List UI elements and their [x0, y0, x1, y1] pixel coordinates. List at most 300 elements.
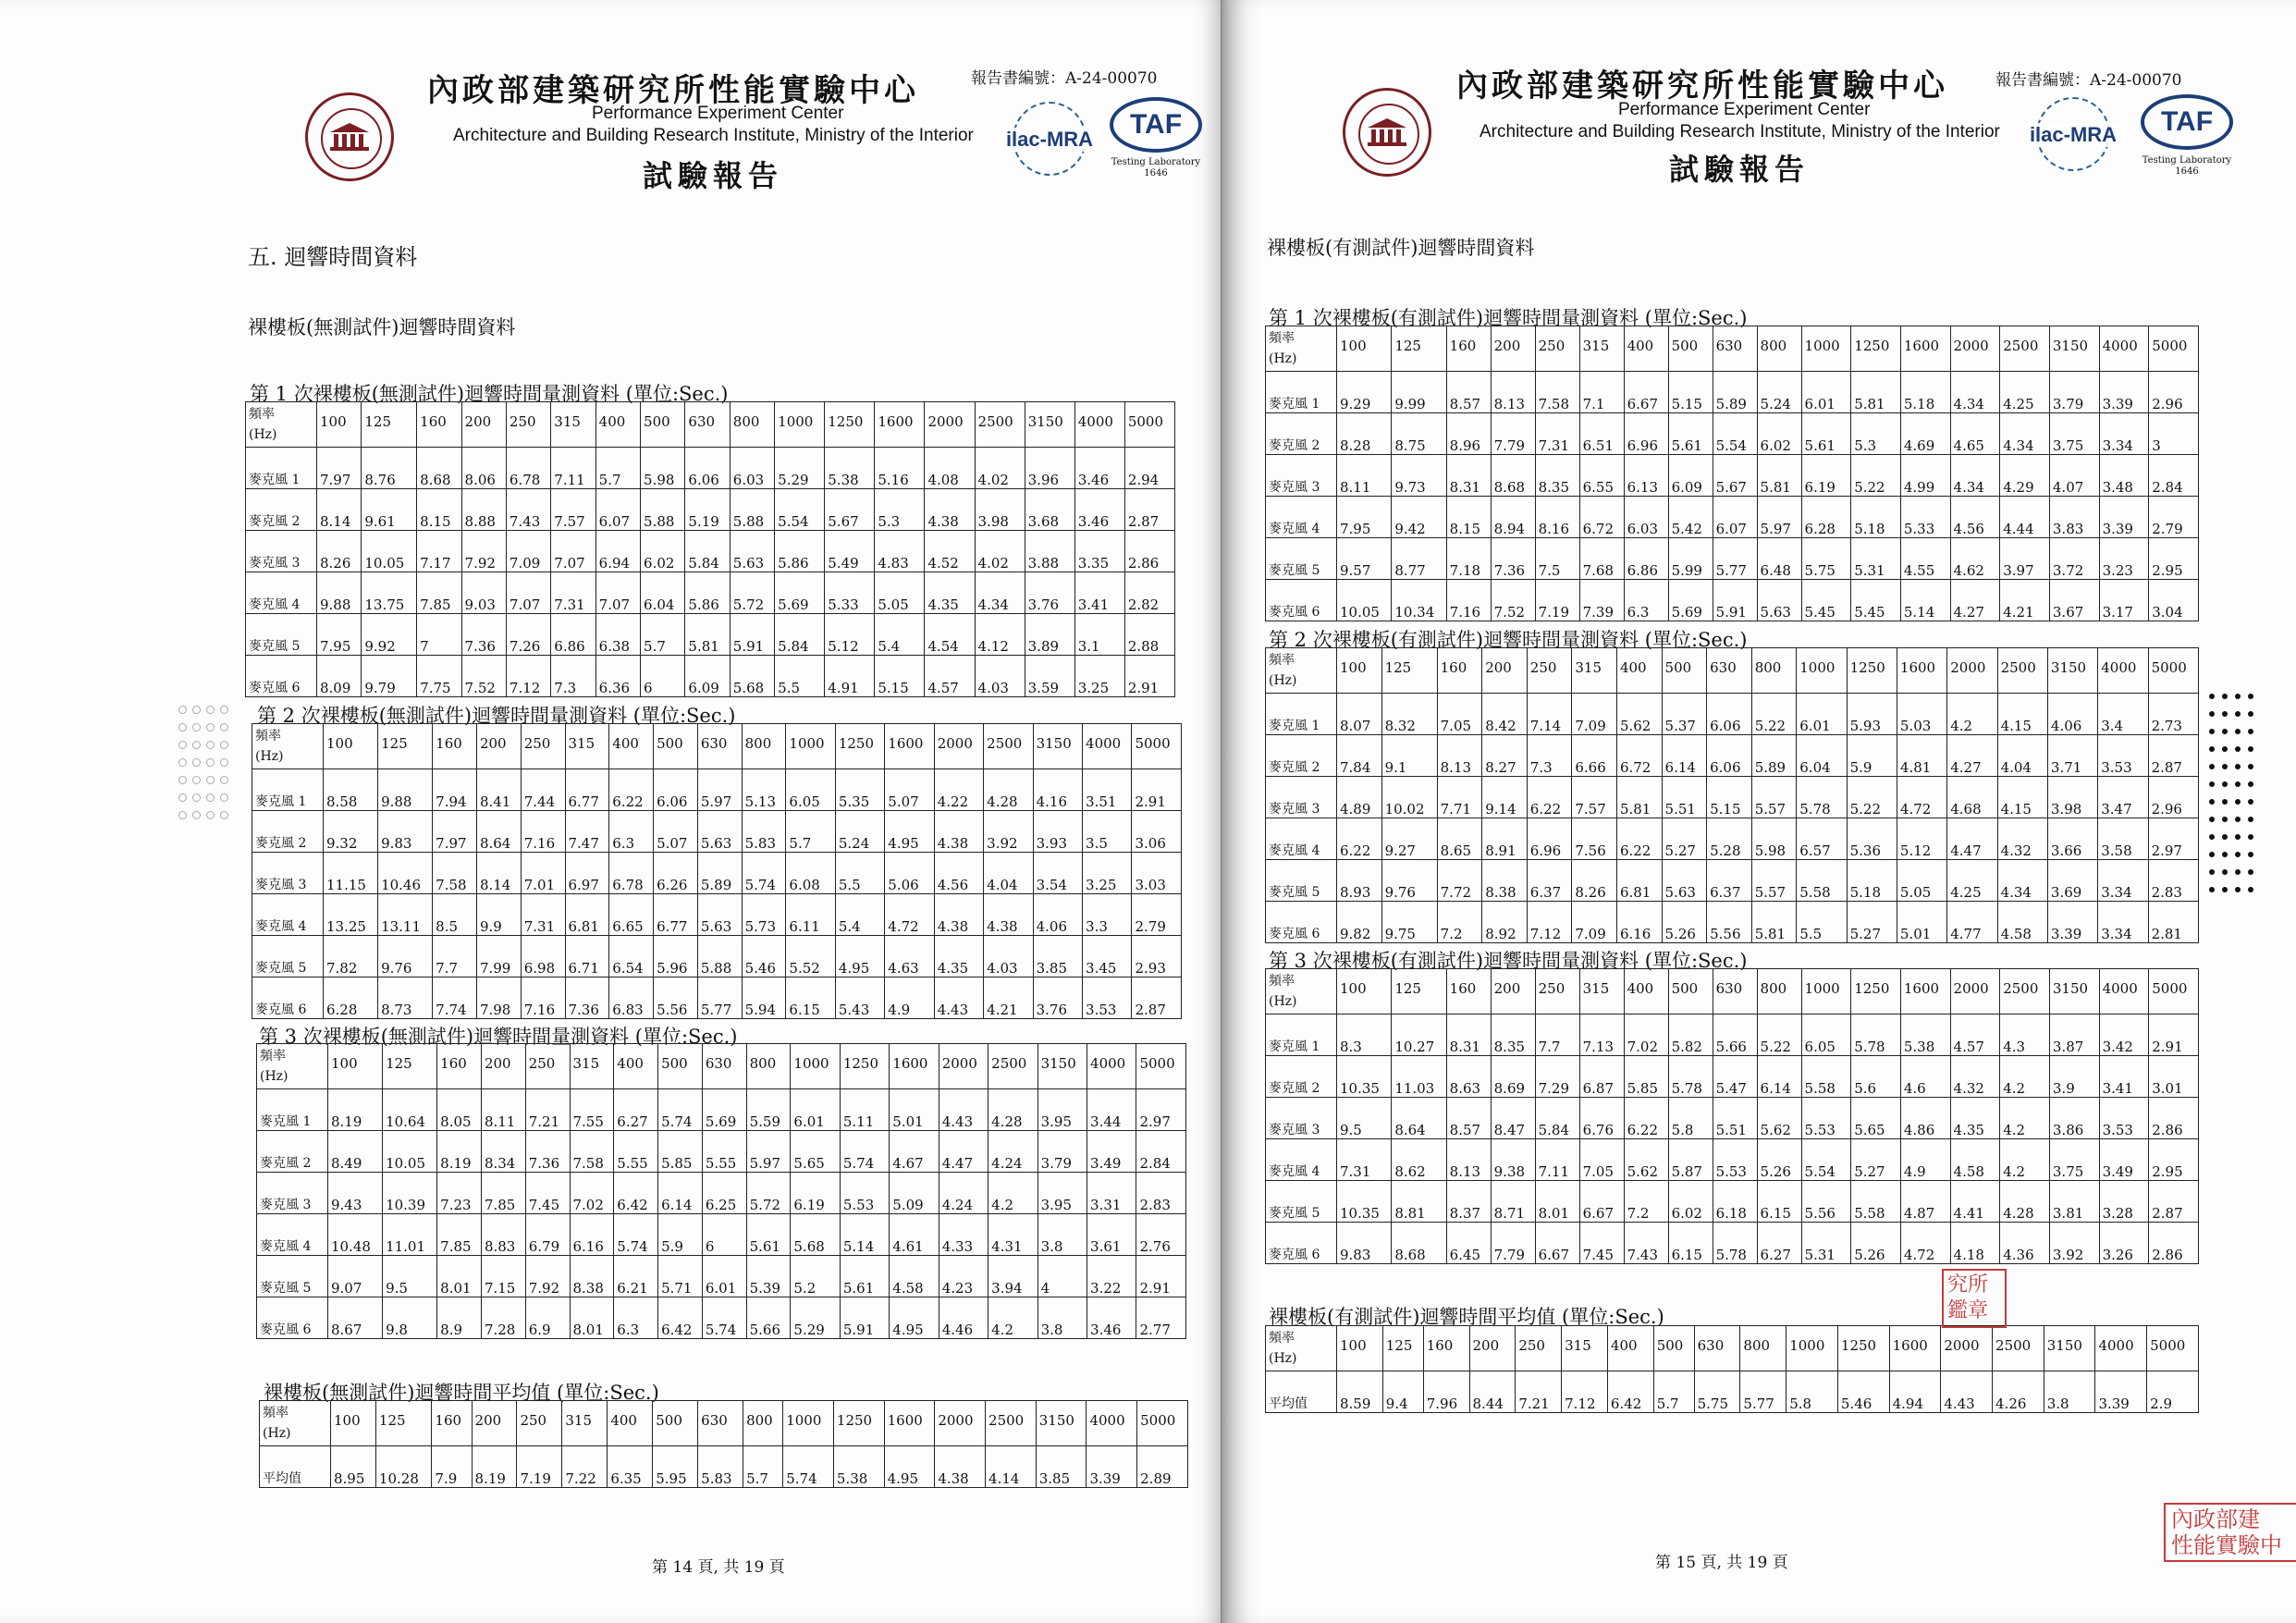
value-cell: 7.45: [525, 1173, 570, 1214]
value-cell: 7.57: [551, 489, 595, 531]
value-cell: 4.52: [925, 531, 975, 572]
value-cell: 7.52: [461, 656, 506, 697]
value-cell: 8.77: [1392, 538, 1446, 580]
table-header-row: [1266, 1326, 2199, 1371]
value-cell: 5.56: [654, 977, 698, 1019]
freq-header-cell: 2000: [1950, 326, 2000, 372]
value-cell: 7.98: [476, 977, 521, 1019]
value-cell: 8.64: [476, 811, 521, 853]
row-label-cell: 麥克風 5: [246, 614, 317, 656]
value-cell: 5.58: [1851, 1181, 1901, 1223]
value-cell: 8.19: [328, 1089, 383, 1131]
value-cell: 8.01: [437, 1256, 482, 1297]
value-cell: 4.2: [2000, 1139, 2050, 1181]
value-cell: 4.69: [1900, 413, 1950, 455]
row-label-cell: 麥克風 1: [1266, 694, 1337, 735]
table-row: [1266, 1014, 2199, 1056]
value-cell: 6.48: [1757, 538, 1801, 580]
freq-header-cell: 4000: [2099, 969, 2149, 1014]
value-cell: 2.96: [2148, 777, 2198, 818]
value-cell: 5.77: [1740, 1371, 1786, 1413]
value-cell: 3.98: [2047, 777, 2097, 818]
freq-header-cell: 500: [653, 1401, 698, 1446]
value-cell: 10.35: [1337, 1056, 1392, 1098]
row-label-cell: 麥克風 4: [1266, 818, 1337, 860]
freq-header-cell: 800: [742, 724, 786, 769]
value-cell: 7.09: [1572, 902, 1617, 943]
value-cell: 4.16: [1033, 769, 1082, 811]
row-label-cell: 麥克風 6: [1266, 580, 1337, 621]
freq-header-cell: 5000: [1132, 724, 1182, 769]
value-cell: 5.98: [641, 448, 685, 489]
value-cell: 4.41: [1950, 1181, 2000, 1223]
freq-header-cell: 125: [362, 402, 417, 448]
row-label-cell: 麥克風 6: [1266, 902, 1337, 943]
value-cell: 5.58: [1797, 860, 1847, 902]
value-cell: 3.49: [2099, 1139, 2149, 1181]
value-cell: 4.14: [986, 1446, 1037, 1488]
value-cell: 6.16: [1616, 902, 1662, 943]
value-cell: 3.58: [2098, 818, 2148, 860]
org-title-cn: 內政部建築研究所性能實驗中心: [427, 72, 919, 109]
value-cell: 4.21: [984, 977, 1033, 1019]
value-cell: 6.51: [1579, 413, 1624, 455]
table-row: [1266, 902, 2199, 943]
value-cell: 3.79: [2049, 372, 2099, 413]
value-cell: 4.31: [988, 1214, 1037, 1256]
value-cell: 5.14: [1900, 580, 1950, 621]
value-cell: 8.35: [1491, 1014, 1535, 1056]
value-cell: 4.58: [1950, 1139, 2000, 1181]
row-label-cell: 麥克風 2: [1266, 1056, 1337, 1098]
freq-header-cell: 1000: [791, 1044, 840, 1089]
freq-header-cell: 630: [1713, 326, 1757, 372]
value-cell: 2.87: [2148, 735, 2198, 777]
value-cell: 5.18: [1851, 497, 1901, 538]
freq-header-cell: 2500: [986, 1401, 1037, 1446]
value-cell: 4.58: [1997, 902, 2047, 943]
value-cell: 3.76: [1033, 977, 1082, 1019]
value-cell: 9.29: [1337, 372, 1392, 413]
value-cell: 3.83: [2049, 497, 2099, 538]
freq-header-cell: 160: [1437, 648, 1482, 694]
table-row: [1266, 818, 2199, 860]
value-cell: 5.53: [1713, 1139, 1757, 1181]
value-cell: 7.94: [433, 769, 477, 811]
value-cell: 6.77: [654, 894, 698, 936]
value-cell: 3.96: [1025, 448, 1074, 489]
value-cell: 6.66: [1572, 735, 1617, 777]
value-cell: 7.43: [1624, 1223, 1668, 1264]
freq-header-cell: 400: [608, 1401, 653, 1446]
page-footer: 第 15 頁, 共 19 頁: [1655, 1554, 1788, 1572]
value-cell: 3.46: [1074, 489, 1124, 531]
value-cell: 7.85: [481, 1173, 525, 1214]
value-cell: 8.76: [362, 448, 417, 489]
value-cell: 6.3: [614, 1297, 658, 1339]
freq-header-cell: 400: [1624, 969, 1668, 1014]
value-cell: 4.72: [885, 894, 934, 936]
value-cell: 9.42: [1392, 497, 1446, 538]
value-cell: 5.94: [742, 977, 786, 1019]
value-cell: 2.79: [2149, 497, 2199, 538]
value-cell: 7.72: [1437, 860, 1482, 902]
value-cell: 6.22: [1337, 818, 1382, 860]
section-title: 五. 迴響時間資料: [248, 244, 418, 270]
value-cell: 4: [1037, 1256, 1087, 1297]
value-cell: 4.34: [2000, 413, 2050, 455]
value-cell: 6.98: [521, 936, 565, 977]
value-cell: 5.59: [746, 1089, 791, 1131]
value-cell: 6.19: [1801, 455, 1851, 497]
value-cell: 3.8: [2044, 1371, 2095, 1413]
value-cell: 6.04: [641, 572, 685, 614]
value-cell: 10.28: [375, 1446, 431, 1488]
value-cell: 5.54: [1713, 413, 1757, 455]
row-label-cell: 麥克風 5: [1266, 1181, 1337, 1223]
value-cell: 4.28: [984, 769, 1033, 811]
value-cell: 5.68: [791, 1214, 840, 1256]
value-cell: 4.89: [1337, 777, 1382, 818]
freq-header-cell: 2500: [984, 724, 1033, 769]
value-cell: 8.5: [433, 894, 477, 936]
value-cell: 5.88: [697, 936, 742, 977]
value-cell: 5.74: [702, 1297, 746, 1339]
value-cell: 6.67: [1624, 372, 1668, 413]
value-cell: 3.88: [1025, 531, 1074, 572]
value-cell: 5.97: [697, 769, 742, 811]
value-cell: 6.37: [1527, 860, 1572, 902]
ilac-mra-logo: ilac-MRA: [999, 102, 1100, 176]
value-cell: 7.22: [562, 1446, 608, 1488]
value-cell: 5.38: [825, 448, 875, 489]
value-cell: 3.41: [2099, 1056, 2149, 1098]
freq-header-cell: 800: [1757, 969, 1801, 1014]
row-label-cell: 麥克風 4: [252, 894, 324, 936]
value-cell: 4.87: [1900, 1181, 1950, 1223]
value-cell: 6.83: [609, 977, 654, 1019]
freq-header-cell: 2000: [935, 1401, 986, 1446]
value-cell: 2.91: [2149, 1014, 2199, 1056]
freq-header-cell: 1000: [1797, 648, 1847, 694]
value-cell: 2.87: [1132, 977, 1182, 1019]
value-cell: 4.12: [975, 614, 1025, 656]
value-cell: 9.99: [1392, 372, 1446, 413]
value-cell: 6.04: [1797, 735, 1847, 777]
value-cell: 6.3: [609, 811, 654, 853]
value-cell: 5.77: [1713, 538, 1757, 580]
value-cell: 5.18: [1900, 372, 1950, 413]
value-cell: 5.35: [835, 769, 884, 811]
freq-header-cell: 200: [1491, 326, 1535, 372]
freq-header-cell: 4000: [1083, 724, 1132, 769]
value-cell: 7.14: [1527, 694, 1572, 735]
table-header-row: [1266, 969, 2199, 1014]
value-cell: 6.81: [565, 894, 609, 936]
table-header-row: [252, 724, 1182, 769]
value-cell: 3.79: [1037, 1131, 1087, 1173]
value-cell: 7.43: [506, 489, 550, 531]
value-cell: 7.79: [1491, 413, 1535, 455]
freq-header-cell: 頻率 (Hz): [1266, 326, 1337, 372]
value-cell: 6.14: [1662, 735, 1707, 777]
value-cell: 9.8: [383, 1297, 437, 1339]
value-cell: 7.02: [1624, 1014, 1668, 1056]
value-cell: 6.77: [565, 769, 609, 811]
freq-header-cell: 500: [1668, 326, 1713, 372]
value-cell: 5.97: [746, 1131, 791, 1173]
value-cell: 4.9: [885, 977, 934, 1019]
value-cell: 8.44: [1469, 1371, 1516, 1413]
row-label-cell: 麥克風 2: [257, 1131, 328, 1173]
value-cell: 4.55: [1900, 538, 1950, 580]
freq-header-cell: 160: [433, 724, 477, 769]
value-cell: 8.88: [461, 489, 506, 531]
value-cell: 3.25: [1074, 656, 1124, 697]
value-cell: 6.42: [658, 1297, 703, 1339]
value-cell: 11.01: [383, 1214, 437, 1256]
data-table: [252, 723, 1182, 1019]
value-cell: 6.87: [1579, 1056, 1624, 1098]
value-cell: 13.25: [324, 894, 378, 936]
freq-header-cell: 100: [1337, 969, 1392, 1014]
freq-header-cell: 400: [1624, 326, 1668, 372]
freq-header-cell: 400: [614, 1044, 658, 1089]
row-label-cell: 麥克風 4: [1266, 497, 1337, 538]
value-cell: 3.85: [1036, 1446, 1087, 1488]
freq-header-cell: 250: [506, 402, 550, 448]
page-footer: 第 14 頁, 共 19 頁: [652, 1558, 785, 1577]
freq-header-cell: 頻率 (Hz): [260, 1401, 331, 1446]
value-cell: 4.83: [875, 531, 925, 572]
value-cell: 8.95: [331, 1446, 376, 1488]
value-cell: 4.95: [885, 811, 934, 853]
freq-header-cell: 1000: [783, 1401, 834, 1446]
freq-header-cell: 125: [378, 724, 433, 769]
value-cell: 7.19: [517, 1446, 562, 1488]
freq-header-cell: 5000: [1124, 402, 1174, 448]
table-row: [1266, 372, 2199, 413]
row-label-cell: 麥克風 1: [1266, 372, 1337, 413]
value-cell: 6.25: [702, 1173, 746, 1214]
value-cell: 6.72: [1616, 735, 1662, 777]
value-cell: 8.92: [1482, 902, 1528, 943]
freq-header-cell: 頻率 (Hz): [1266, 648, 1337, 694]
value-cell: 5.53: [840, 1173, 889, 1214]
table-row: [246, 531, 1175, 572]
value-cell: 6.22: [609, 769, 654, 811]
freq-header-cell: 315: [1562, 1326, 1608, 1371]
value-cell: 7.75: [417, 656, 461, 697]
value-cell: 5.91: [730, 614, 774, 656]
report-number: 報告書編號：A-24-00070: [971, 69, 1158, 88]
value-cell: 7.74: [433, 977, 477, 1019]
value-cell: 3.42: [2099, 1014, 2149, 1056]
value-cell: 3.54: [1033, 853, 1082, 894]
row-label-cell: 麥克風 4: [1266, 1139, 1337, 1181]
value-cell: 4.06: [2047, 694, 2097, 735]
value-cell: 5.46: [742, 936, 786, 977]
value-cell: 5.74: [783, 1446, 834, 1488]
value-cell: 5.62: [1757, 1098, 1801, 1139]
value-cell: 6.54: [609, 936, 654, 977]
value-cell: 3.39: [2047, 902, 2097, 943]
row-label-cell: 麥克風 2: [252, 811, 324, 853]
freq-header-cell: 200: [476, 724, 521, 769]
data-table: [1265, 647, 2199, 943]
value-cell: 4.81: [1897, 735, 1946, 777]
report-title: 試驗報告: [1669, 152, 1811, 187]
value-cell: 5.31: [1851, 538, 1901, 580]
value-cell: 6.21: [614, 1256, 658, 1297]
freq-header-cell: 5000: [2149, 969, 2199, 1014]
value-cell: 5.61: [1668, 413, 1713, 455]
freq-header-cell: 1250: [835, 724, 884, 769]
value-cell: 3.61: [1087, 1214, 1136, 1256]
freq-header-cell: 3150: [1033, 724, 1082, 769]
freq-header-cell: 4000: [2095, 1326, 2147, 1371]
freq-header-cell: 160: [437, 1044, 482, 1089]
value-cell: 2.95: [2149, 538, 2199, 580]
value-cell: 5.12: [1897, 818, 1946, 860]
freq-header-cell: 2000: [925, 402, 975, 448]
value-cell: 5.71: [658, 1256, 703, 1297]
value-cell: 4.24: [939, 1173, 988, 1214]
freq-header-cell: 1000: [775, 402, 825, 448]
value-cell: 7.26: [506, 614, 550, 656]
table-row: [257, 1131, 1186, 1173]
value-cell: 6.09: [1668, 455, 1713, 497]
value-cell: 6.03: [1624, 497, 1668, 538]
value-cell: 4.6: [1900, 1056, 1950, 1098]
freq-header-cell: 1600: [1900, 969, 1950, 1014]
freq-header-cell: 100: [1337, 1326, 1383, 1371]
value-cell: 5.62: [1616, 694, 1662, 735]
freq-header-cell: 4000: [1087, 1401, 1137, 1446]
value-cell: 5.88: [641, 489, 685, 531]
freq-header-cell: 1250: [1851, 969, 1901, 1014]
value-cell: 5.89: [1751, 735, 1797, 777]
table-row: [246, 614, 1175, 656]
value-cell: 8.69: [1491, 1056, 1535, 1098]
value-cell: 7.07: [551, 531, 595, 572]
value-cell: 5.72: [746, 1173, 791, 1214]
table-row: [257, 1297, 1186, 1339]
value-cell: 3.46: [1074, 448, 1124, 489]
freq-header-cell: 400: [609, 724, 654, 769]
value-cell: 7.9: [432, 1446, 472, 1488]
freq-header-cell: 1250: [1847, 648, 1897, 694]
value-cell: 7.52: [1491, 580, 1535, 621]
org-title-en-2: Architecture and Building Research Institute, Ministry of the Interior: [453, 126, 974, 145]
value-cell: 6.86: [1624, 538, 1668, 580]
value-cell: 6.79: [525, 1214, 570, 1256]
value-cell: 3.17: [2099, 580, 2149, 621]
value-cell: 10.35: [1337, 1181, 1392, 1223]
table-caption: 第 3 次裸樓板(無測試件)迴響時間量測資料 (單位:Sec.): [259, 1026, 738, 1048]
value-cell: 4.35: [1950, 1098, 2000, 1139]
value-cell: 3.34: [2098, 902, 2148, 943]
value-cell: 6.27: [614, 1089, 658, 1131]
value-cell: 5.38: [1900, 1014, 1950, 1056]
value-cell: 4.18: [1950, 1223, 2000, 1264]
value-cell: 5.55: [702, 1131, 746, 1173]
freq-header-cell: 500: [641, 402, 685, 448]
value-cell: 10.02: [1381, 777, 1437, 818]
row-label-cell: 麥克風 5: [1266, 538, 1337, 580]
freq-header-cell: 500: [654, 724, 698, 769]
value-cell: 4.26: [1993, 1371, 2044, 1413]
value-cell: 4.43: [1941, 1371, 1993, 1413]
value-cell: 7.31: [551, 572, 595, 614]
freq-header-cell: 頻率 (Hz): [246, 402, 317, 448]
seal-stamp-small: 究所 鑑章: [1942, 1269, 2007, 1328]
freq-header-cell: 1000: [1786, 1326, 1838, 1371]
value-cell: 5.81: [1757, 455, 1801, 497]
value-cell: 10.34: [1392, 580, 1446, 621]
value-cell: 4.25: [2000, 372, 2050, 413]
value-cell: 3.03: [1132, 853, 1182, 894]
value-cell: 2.93: [1132, 936, 1182, 977]
value-cell: 7.68: [1579, 538, 1624, 580]
value-cell: 8.67: [328, 1297, 383, 1339]
freq-header-cell: 1250: [833, 1401, 884, 1446]
value-cell: 7.85: [417, 572, 461, 614]
freq-header-cell: 200: [1469, 1326, 1516, 1371]
value-cell: 2.81: [2148, 902, 2198, 943]
value-cell: 5.81: [1616, 777, 1662, 818]
value-cell: 6.06: [685, 448, 730, 489]
value-cell: 6.96: [1624, 413, 1668, 455]
value-cell: 5.8: [1668, 1098, 1713, 1139]
data-table: [256, 1043, 1186, 1339]
value-cell: 4.2: [988, 1173, 1037, 1214]
value-cell: 7.21: [1516, 1371, 1562, 1413]
value-cell: 5.06: [885, 853, 934, 894]
value-cell: 3.1: [1074, 614, 1124, 656]
value-cell: 3.87: [2049, 1014, 2099, 1056]
value-cell: 4.02: [975, 531, 1025, 572]
row-label-cell: 麥克風 3: [252, 853, 324, 894]
value-cell: 8.01: [570, 1297, 614, 1339]
value-cell: 6.57: [1797, 818, 1847, 860]
value-cell: 3.23: [2099, 538, 2149, 580]
value-cell: 8.13: [1446, 1139, 1491, 1181]
value-cell: 6.3: [1624, 580, 1668, 621]
table-row: [257, 1173, 1186, 1214]
value-cell: 3: [2149, 413, 2199, 455]
value-cell: 6.22: [1624, 1098, 1668, 1139]
value-cell: 7.12: [506, 656, 550, 697]
value-cell: 6.16: [570, 1214, 614, 1256]
value-cell: 3.22: [1087, 1256, 1136, 1297]
value-cell: 5.47: [1713, 1056, 1757, 1098]
value-cell: 8.14: [476, 853, 521, 894]
value-cell: 5.74: [742, 853, 786, 894]
value-cell: 6.45: [1446, 1223, 1491, 1264]
value-cell: 7.85: [437, 1214, 482, 1256]
value-cell: 6.22: [1527, 777, 1572, 818]
value-cell: 7.09: [1572, 694, 1617, 735]
avg-table: [1265, 1325, 2199, 1413]
value-cell: 8.35: [1535, 455, 1579, 497]
freq-header-cell: 315: [1572, 648, 1617, 694]
value-cell: 3.48: [2099, 455, 2149, 497]
value-cell: 13.75: [362, 572, 417, 614]
value-cell: 4.65: [1950, 413, 2000, 455]
table-row: [246, 656, 1175, 697]
value-cell: 2.82: [1124, 572, 1174, 614]
